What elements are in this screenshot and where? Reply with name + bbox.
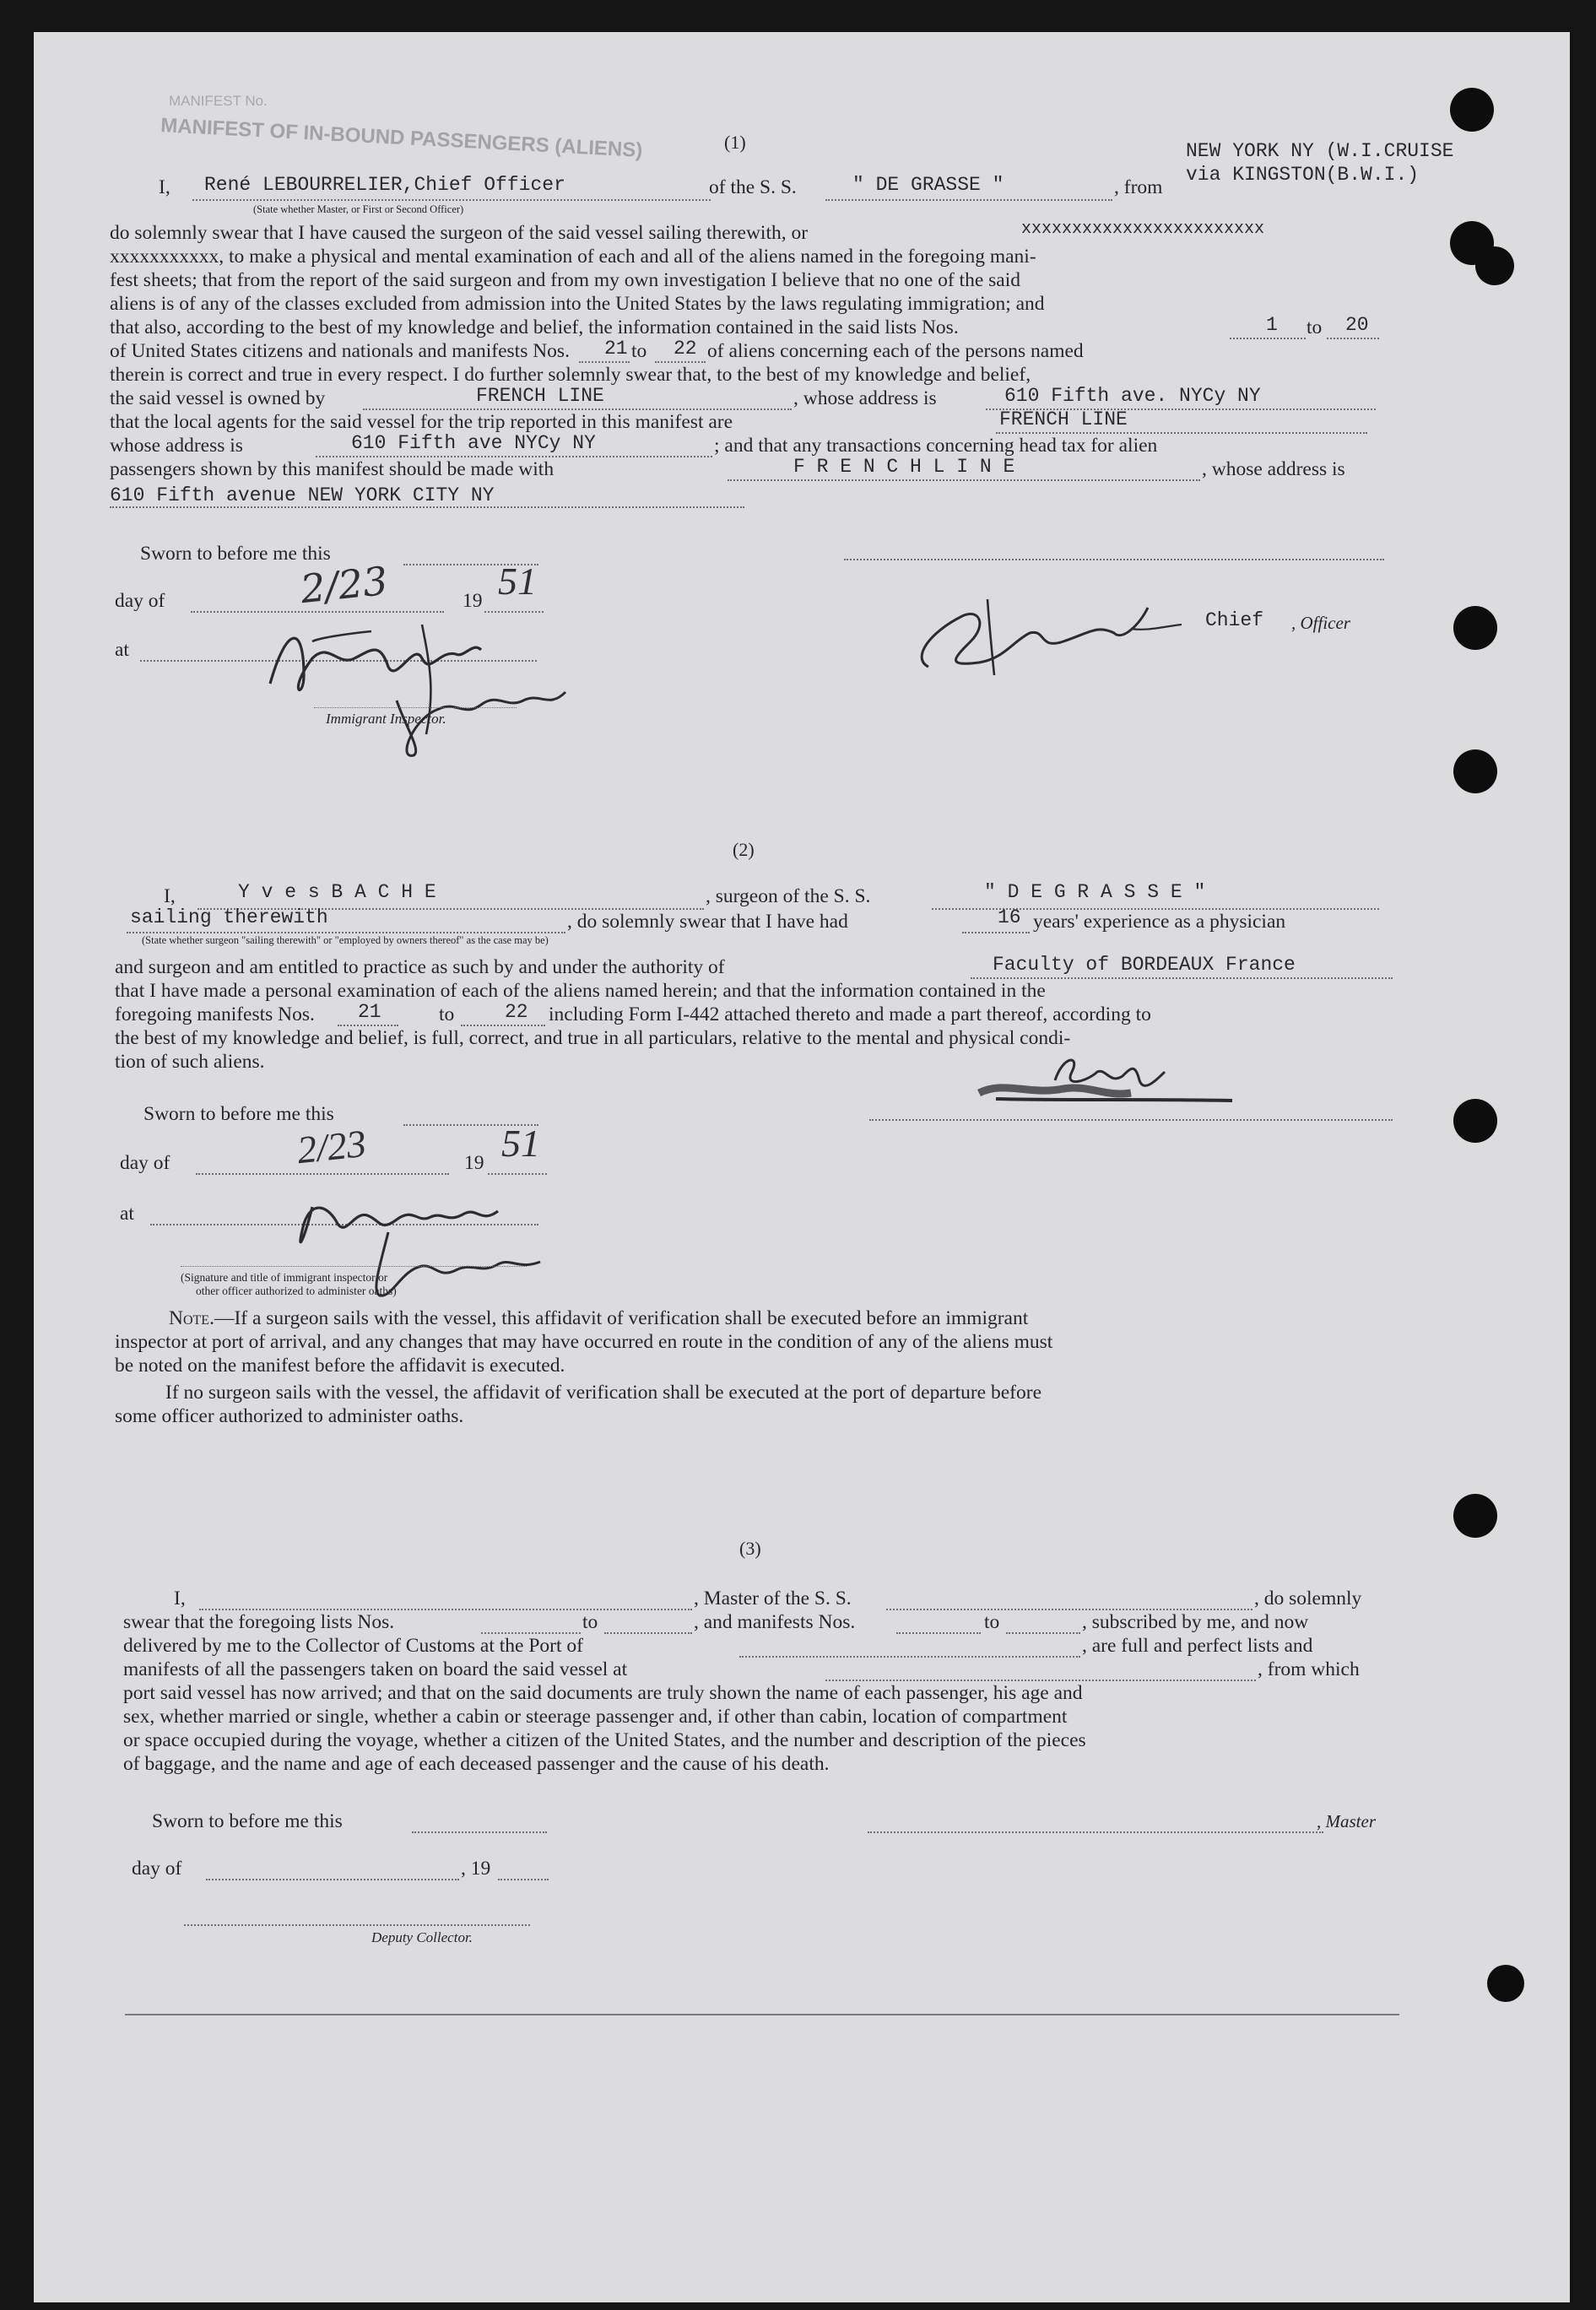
sworn-date: 2/23 xyxy=(298,557,390,613)
note-line xyxy=(169,1306,1028,1331)
note-lead: Note. xyxy=(169,1307,214,1329)
headtax-tail: , whose address is xyxy=(1202,458,1345,480)
surgeon-name: Y v e s B A C H E xyxy=(238,881,436,903)
master-line: or space occupied during the voyage, whether a citizen of the United States, and the number and description of the pieces xyxy=(123,1729,1086,1751)
do-solemnly: , do solemnly xyxy=(1254,1588,1362,1609)
s3-sworn-field[interactable] xyxy=(412,1831,547,1833)
sailing-tail: , do solemnly swear that I have had xyxy=(567,911,848,933)
and-manifests: , and manifests Nos. xyxy=(694,1611,856,1633)
inspector-label: Immigrant Inspector. xyxy=(326,711,446,727)
headtax-address: 610 Fifth avenue NEW YORK CITY NY xyxy=(110,484,495,506)
section-2-number: (2) xyxy=(733,839,755,860)
oath-line: passengers shown by this manifest should be made with xyxy=(110,458,555,480)
s2-year-prefix: 19 xyxy=(464,1152,484,1174)
s2-sworn-date: 2/23 xyxy=(295,1121,369,1172)
surgeon-signature xyxy=(962,1047,1249,1114)
years-field[interactable] xyxy=(962,932,1030,933)
oath-line: of United States citizens and nationals and manifests Nos. xyxy=(110,340,570,362)
day-of-label: day of xyxy=(115,590,165,612)
surgeon-line: tion of such aliens. xyxy=(115,1051,265,1073)
s3-year-prefix: , 19 xyxy=(461,1858,491,1880)
section-2-i: I, xyxy=(164,885,176,907)
oath-line: the said vessel is owned by xyxy=(110,387,326,409)
s3-to-2: to xyxy=(984,1611,1000,1633)
from-label: , from xyxy=(1114,176,1163,198)
master-line: sex, whether married or single, whether a cabin or steerage passenger and, if other than cabin, location of compartment xyxy=(123,1706,1068,1728)
lists-from: 1 xyxy=(1266,314,1278,336)
manifests-to: 22 xyxy=(674,338,697,360)
master-line: delivered by me to the Collector of Customs at the Port of xyxy=(123,1635,583,1657)
s3-year-field[interactable] xyxy=(498,1879,549,1880)
oath-line: therein is correct and true in every respect. I do further solemnly swear that, to the best of my knowledge and belief, xyxy=(110,364,1031,386)
s3-sworn-label: Sworn to before me this xyxy=(152,1810,343,1832)
master-label: , Master xyxy=(1317,1811,1376,1831)
officer-note: (State whether Master, or First or Second Officer) xyxy=(253,203,464,215)
agents-tail: ; and that any transactions concerning head tax for alien xyxy=(714,435,1158,457)
surgeon-line: that I have made a personal examination of each of the aliens named herein; and that the information contained in the xyxy=(115,980,1046,1002)
note-line: If no surgeon sails with the vessel, the affidavit of verification shall be executed at the port of departure before xyxy=(165,1382,1041,1404)
years: 16 xyxy=(998,906,1021,928)
master-of: , Master of the S. S. xyxy=(694,1588,852,1609)
oath-line: do solemnly swear that I have caused the surgeon of the said vessel sailing therewith, or xyxy=(110,222,809,244)
s2-manifests-to-word: to xyxy=(439,1004,455,1025)
surgeon-line: and surgeon and am entitled to practice as such by and under the authority of xyxy=(115,956,725,978)
lists-to-word: to xyxy=(1307,316,1323,338)
officer-sig-field[interactable] xyxy=(844,559,1384,560)
manifests-from: 21 xyxy=(604,338,628,360)
headtax-with: F R E N C H L I N E xyxy=(793,456,1015,478)
years-tail: years' experience as a physician xyxy=(1033,911,1286,933)
officer-field[interactable] xyxy=(192,199,711,201)
subscribed: , subscribed by me, and now xyxy=(1082,1611,1309,1633)
manifests-tail: of aliens concerning each of the persons named xyxy=(707,340,1084,362)
surgeon-of: , surgeon of the S. S. xyxy=(706,885,871,907)
collector-sig-field[interactable] xyxy=(184,1924,530,1926)
of-the-ss: of the S. S. xyxy=(709,176,797,198)
section-3-number: (3) xyxy=(739,1538,761,1559)
struck-text: xxxxxxxxxxxxxxxxxxxxxxxx xyxy=(1021,219,1265,239)
inspector-signature xyxy=(253,591,608,760)
full-perfect: , are full and perfect lists and xyxy=(1082,1635,1313,1657)
master-line: of baggage, and the name and age of each deceased passenger and the cause of his death. xyxy=(123,1753,830,1775)
agents-value: FRENCH LINE xyxy=(999,408,1128,430)
owner-address: 610 Fifth ave. NYCy NY xyxy=(1004,385,1261,407)
officer-signature xyxy=(895,582,1215,684)
oath-line: aliens is of any of the classes excluded from admission into the United States by the laws regulating immigration; and xyxy=(110,293,1045,315)
voyage-line-2: via KINGSTON(B.W.I.) xyxy=(1186,164,1420,186)
lists-to: 20 xyxy=(1345,314,1369,336)
oath-line: that the local agents for the said vessel for the trip reported in this manifest are xyxy=(110,411,733,433)
master-line: swear that the foregoing lists Nos. xyxy=(123,1611,395,1633)
agents-address: 610 Fifth ave NYCy NY xyxy=(351,432,596,454)
sailing-field[interactable] xyxy=(127,932,565,933)
section-1-i: I, xyxy=(159,176,170,198)
s3-manifests-from-field[interactable] xyxy=(896,1632,981,1634)
vessel-name: " DE GRASSE " xyxy=(852,174,1004,196)
at-label: at xyxy=(115,639,129,661)
s2-sworn-label: Sworn to before me this xyxy=(143,1103,334,1125)
note-text: —If a surgeon sails with the vessel, this affidavit of verification shall be executed before an immigrant xyxy=(214,1307,1029,1329)
officer-name: René LEBOURRELIER,Chief Officer xyxy=(204,174,565,196)
s3-to-1: to xyxy=(582,1611,598,1633)
oath-line: xxxxxxxxxxx, to make a physical and mental examination of each and all of the aliens named in the foregoing mani- xyxy=(110,246,1036,268)
oath-line: whose address is xyxy=(110,435,243,457)
s2-year: 51 xyxy=(501,1122,540,1165)
manifests-to-word: to xyxy=(631,340,647,362)
year: 51 xyxy=(498,560,537,603)
punch-hole xyxy=(1453,1494,1497,1538)
sailing-value: sailing therewith xyxy=(130,906,328,928)
punch-hole xyxy=(1475,246,1514,285)
surgeon-line: foregoing manifests Nos. xyxy=(115,1004,315,1025)
lists-to-field[interactable] xyxy=(1327,338,1379,339)
s3-day-of-label: day of xyxy=(132,1858,182,1880)
vessel-2: " D E G R A S S E " xyxy=(984,881,1206,903)
note-line: be noted on the manifest before the affidavit is executed. xyxy=(115,1355,565,1377)
s3-day-of-field[interactable] xyxy=(206,1879,459,1880)
officer-label: , Officer xyxy=(1291,613,1350,633)
faded-stamp: MANIFEST No. xyxy=(169,93,268,109)
punch-hole xyxy=(1453,606,1497,650)
headtax-field[interactable] xyxy=(728,479,1200,481)
surgeon-line: the best of my knowledge and belief, is full, correct, and true in all particulars, relative to the mental and physical condi- xyxy=(115,1027,1071,1049)
headtax-address-field[interactable] xyxy=(110,506,744,508)
s2-day-of-label: day of xyxy=(120,1152,170,1174)
s2-manifests-to: 22 xyxy=(505,1001,528,1023)
master-line: port said vessel has now arrived; and that on the said documents are truly shown the name of each passenger, his age and xyxy=(123,1682,1083,1704)
note-line: inspector at port of arrival, and any changes that may have occurred en route in the condition of any of the aliens must xyxy=(115,1331,1053,1353)
section-3-i: I, xyxy=(174,1588,186,1609)
owner-tail: , whose address is xyxy=(793,387,937,409)
s2-at-label: at xyxy=(120,1203,134,1225)
port-field[interactable] xyxy=(739,1656,1080,1658)
section-1-number: (1) xyxy=(724,132,746,153)
voyage-line-1: NEW YORK NY (W.I.CRUISE xyxy=(1186,140,1454,162)
s2-manifests-from: 21 xyxy=(358,1001,381,1023)
s2-inspector-sig-line xyxy=(181,1266,527,1267)
master-line: manifests of all the passengers taken on board the said vessel at xyxy=(123,1658,628,1680)
faded-stamp: MANIFEST OF IN-BOUND PASSENGERS (ALIENS) xyxy=(160,114,643,162)
punch-hole xyxy=(1487,1965,1524,2002)
s3-manifests-to-field[interactable] xyxy=(1006,1632,1080,1634)
oath-line: fest sheets; that from the report of the said surgeon and from my own investigation I believe that no one of the said xyxy=(110,269,1020,291)
collector-label: Deputy Collector. xyxy=(371,1929,473,1945)
master-sig-field[interactable] xyxy=(868,1831,1323,1833)
surgeon-sig-field[interactable] xyxy=(869,1119,1393,1121)
oath-line: that also, according to the best of my knowledge and belief, the information contained in the said lists Nos. xyxy=(110,316,959,338)
note-line: some officer authorized to administer oaths. xyxy=(115,1405,464,1427)
inspector-sig-line xyxy=(314,707,517,708)
punch-hole xyxy=(1450,88,1494,132)
authority: Faculty of BORDEAUX France xyxy=(993,954,1296,976)
officer-rank: Chief xyxy=(1205,609,1264,631)
punch-hole xyxy=(1453,1099,1497,1143)
vessel-field[interactable] xyxy=(825,199,1112,201)
s2-sig-label-1: (Signature and title of immigrant inspector or xyxy=(181,1271,388,1284)
punch-hole xyxy=(1453,749,1497,793)
sailing-note: (State whether surgeon "sailing therewith" or "employed by owners thereof" as the case may be) xyxy=(142,934,549,946)
surgeon-line: including Form I-442 attached thereto and made a part thereof, according to xyxy=(549,1004,1151,1025)
year-prefix: 19 xyxy=(463,590,483,612)
s2-sig-label-2: other officer authorized to administer oaths) xyxy=(196,1285,397,1297)
lists-from-field[interactable] xyxy=(1230,338,1306,339)
bottom-rule xyxy=(125,2014,1399,2015)
s3-lists-to-field[interactable] xyxy=(604,1632,692,1634)
from-which: , from which xyxy=(1258,1658,1360,1680)
sworn-label: Sworn to before me this xyxy=(140,543,331,565)
owner-value: FRENCH LINE xyxy=(476,385,604,407)
